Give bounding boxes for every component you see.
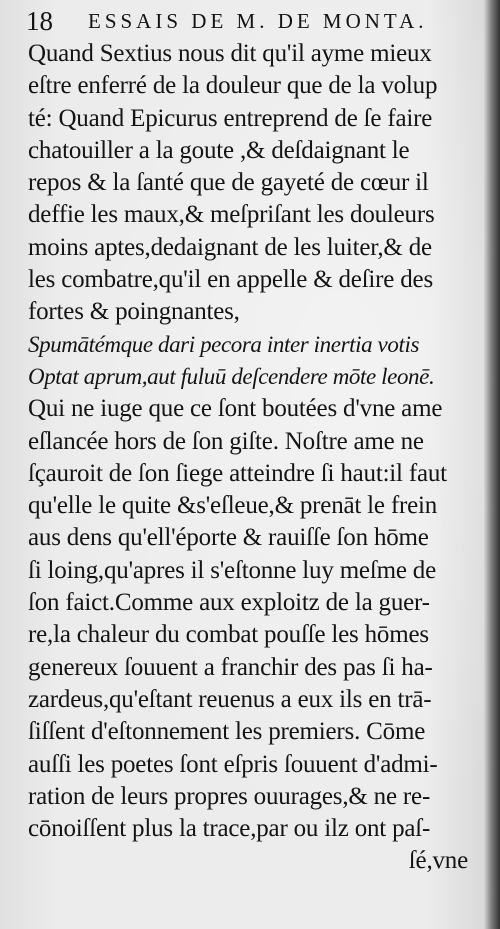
text-line: ration de leurs propres ouurages,& ne re-: [28, 782, 431, 810]
text-line: ſi loing,qu'apres il s'eſtonne luy meſme de: [28, 556, 436, 584]
text-line: les combatre,qu'il en appelle & deſire des: [28, 266, 433, 294]
text-line: ſon faict.Comme aux exploitz de la guer-: [28, 589, 430, 617]
text-line: eſlancée hors de ſon giſte. Noſtre ame ne: [28, 427, 424, 455]
page-edge-shadow: [484, 0, 500, 929]
page-header: [26, 6, 446, 36]
text-line: repos & la ſanté que de gayeté de cœur il: [28, 169, 429, 197]
text-line: aus dens qu'ell'éporte & rauiſſe ſon hōme: [28, 524, 429, 552]
text-line: zardeus,qu'eſtant reuenus a eux ils en trā-: [28, 685, 432, 713]
text-line: deffie les maux,& meſpriſant les douleurs: [28, 201, 435, 229]
text-line: auſſi les poetes ſont eſpris ſouuent d'admi-: [28, 750, 438, 778]
text-line: Qui ne iuge que ce ſont boutées d'vne ame: [28, 395, 443, 423]
text-line: qu'elle le quite &s'eſleue,& prenāt le frein: [28, 492, 438, 520]
running-title: ESSAIS DE M. DE MONTA.: [88, 9, 428, 33]
text-line: cōnoiſſent plus la trace,par ou ilz ont paſ-: [28, 815, 431, 843]
text-line: re,la chaleur du combat pouſſe les hōmes: [28, 621, 429, 649]
page-number: 18: [26, 6, 53, 36]
body-text: [28, 38, 472, 878]
text-line: ſçauroit de ſon ſiege atteindre ſi haut:il faut: [28, 459, 447, 487]
text-line: fortes & poingnantes,: [28, 298, 240, 326]
verse-line: Spumātémque dari pecora inter inertia votis: [28, 331, 419, 357]
text-line: té: Quand Epicurus entreprend de ſe faire: [28, 104, 433, 132]
text-line: ſiſſent d'eſtonnement les premiers. Cōme: [28, 718, 426, 746]
text-line: ſé,vne: [408, 847, 468, 875]
text-line: chatouiller a la goute ,& deſdaignant le: [28, 136, 410, 164]
text-line: moins aptes,dedaignant de les luiter,& de: [28, 233, 432, 261]
text-line: genereux ſouuent a franchir des pas ſi ha-: [28, 653, 433, 681]
verse-line: Optat aprum,aut fuluū deſcendere mōte leonē.: [28, 363, 435, 389]
text-line: Quand Sextius nous dit qu'il ayme mieux: [28, 40, 432, 67]
text-line: eſtre enferré de la douleur que de la volup: [28, 72, 438, 100]
